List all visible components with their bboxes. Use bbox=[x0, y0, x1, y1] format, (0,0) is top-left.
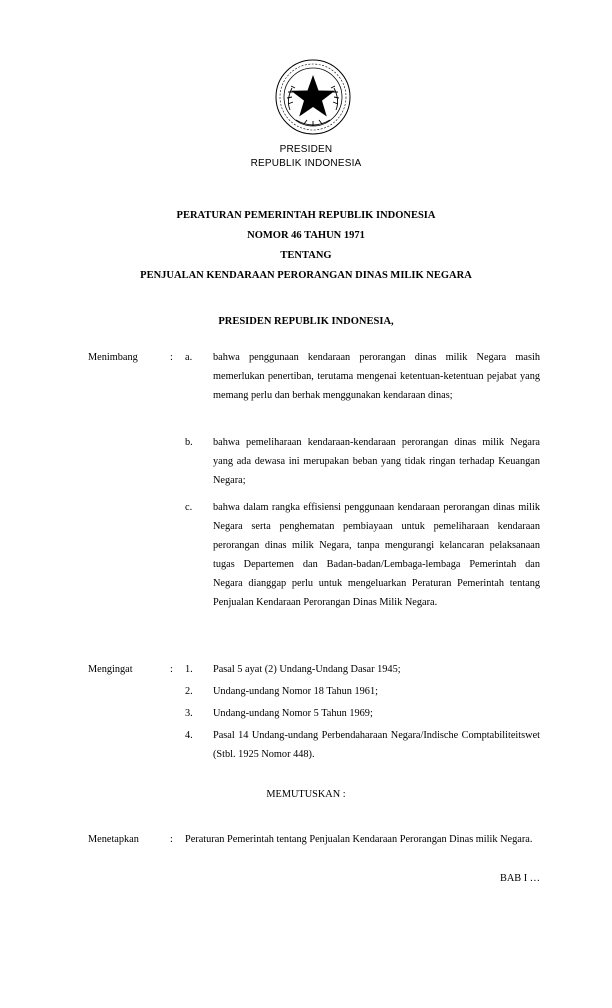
menimbang-item-a: bahwa penggunaan kendaraan perorangan dinas milik Negara masih memerlukan penertiban, terutama mengenai ketentuan-ketentuan pejabat yang memang perlu dan berhak menggunakan kendaraan dinas; bbox=[213, 352, 540, 401]
mengingat-item-1: Pasal 5 ayat (2) Undang-Undang Dasar 1945; bbox=[213, 664, 401, 675]
mengingat-marker-2: 2. bbox=[185, 686, 193, 697]
mengingat-label: Mengingat bbox=[88, 664, 133, 675]
menimbang-colon: : bbox=[170, 352, 173, 363]
menimbang-label: Menimbang bbox=[88, 352, 138, 363]
mengingat-marker-3: 3. bbox=[185, 708, 193, 719]
mengingat-marker-4: 4. bbox=[185, 730, 193, 741]
mengingat-item-2: Undang-undang Nomor 18 Tahun 1961; bbox=[213, 686, 378, 697]
continuation-reference: BAB I … bbox=[499, 873, 540, 884]
title-line-4: PENJUALAN KENDARAAN PERORANGAN DINAS MILIK NEGARA bbox=[140, 270, 472, 281]
mengingat-colon: : bbox=[170, 664, 173, 675]
menimbang-item-c: bahwa dalam rangka effisiensi penggunaan kendaraan perorangan dinas milik Negara serta penghematan pembiayaan untuk pemeliharaan kendaraan perorangan dinas milik Negara, tanpa mengurangi kelancaran pelaksanaan tugas Departemen dan Badan-badan/Lembaga-lembaga Pemerintah dan Negara dianggap perlu untuk mengeluarkan Peraturan Pemerintah tentang Penjualan Kendaraan Perorangan Dinas Milik Negara. bbox=[213, 502, 540, 608]
menimbang-marker-c: c. bbox=[185, 502, 193, 513]
menimbang-marker-b: b. bbox=[185, 437, 193, 448]
presidential-emblem-icon bbox=[274, 58, 352, 136]
menimbang-marker-a: a. bbox=[185, 352, 193, 363]
mengingat-marker-1: 1. bbox=[185, 664, 193, 675]
issuer-heading: PRESIDEN REPUBLIK INDONESIA, bbox=[218, 316, 394, 327]
mengingat-item-4: Pasal 14 Undang-undang Perbendaharaan Negara/Indische Comptabiliteitswet (Stbl. 1925 Nomor 448). bbox=[213, 730, 540, 760]
menimbang-item-b: bahwa pemeliharaan kendaraan-kendaraan perorangan dinas milik Negara yang ada dewasa ini merupakan beban yang tidak ringan terhadap Keuangan Negara; bbox=[213, 437, 540, 486]
menetapkan-label: Menetapkan bbox=[88, 834, 139, 845]
header-country: REPUBLIK INDONESIA bbox=[250, 158, 362, 169]
memutuskan-heading: MEMUTUSKAN : bbox=[266, 789, 346, 800]
title-line-3: TENTANG bbox=[280, 250, 332, 261]
menetapkan-colon: : bbox=[170, 834, 173, 845]
header-office: PRESIDEN bbox=[279, 144, 333, 155]
menetapkan-text: Peraturan Pemerintah tentang Penjualan Kendaraan Perorangan Dinas milik Negara. bbox=[185, 834, 533, 845]
mengingat-item-3: Undang-undang Nomor 5 Tahun 1969; bbox=[213, 708, 373, 719]
title-line-2: NOMOR 46 TAHUN 1971 bbox=[247, 230, 365, 241]
title-line-1: PERATURAN PEMERINTAH REPUBLIK INDONESIA bbox=[176, 210, 436, 221]
